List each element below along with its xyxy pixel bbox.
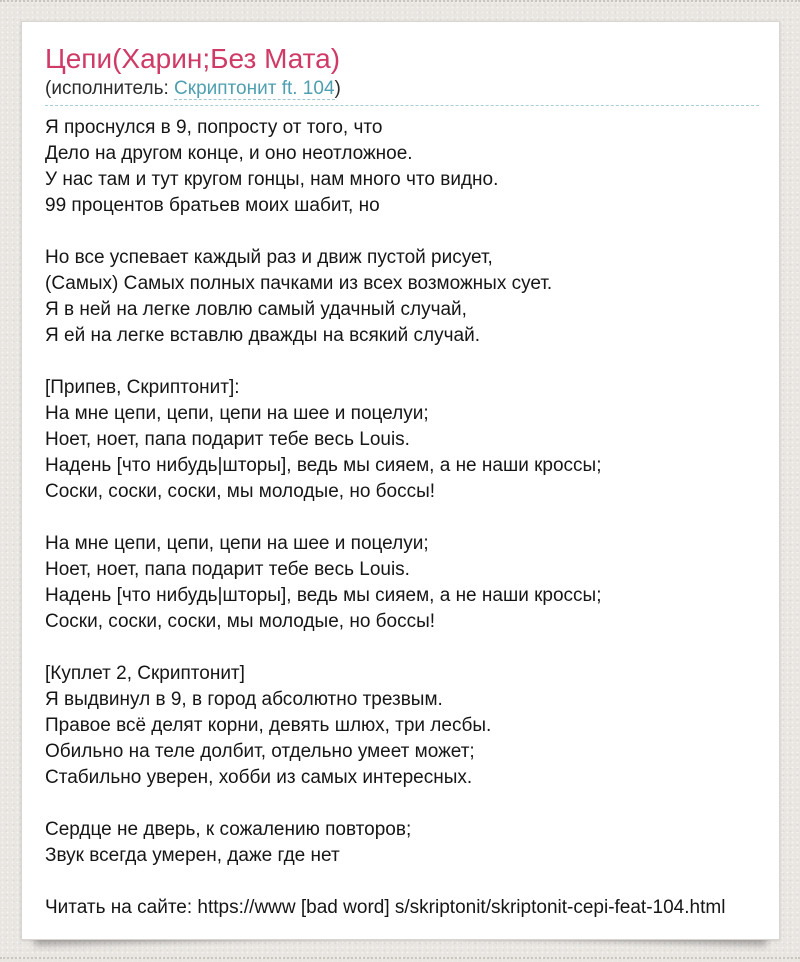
lyric-stanza [45,245,759,349]
lyric-line: Я ей на легке вставлю дважды на всякий случай. [45,325,480,346]
artist-link[interactable]: Скриптонит ft. 104 [174,78,335,99]
lyric-line: 99 процентов братьев моих шабит, но [45,195,380,216]
lyric-line: [Припев, Скриптонит]: [45,377,240,398]
lyric-stanza [45,115,759,219]
lyric-line: Надень [что нибудь|шторы], ведь мы сияем, а не наши кроссы; [45,585,602,606]
lyric-line: Дело на другом конце, и оно неотложное. [45,143,413,164]
lyric-line: На мне цепи, цепи, цепи на шее и поцелуи; [45,533,429,554]
lyric-line: Стабильно уверен, хобби из самых интересных. [45,767,473,788]
header-dashed-separator [45,105,759,106]
lyric-line: Надень [что нибудь|шторы], ведь мы сияем, а не наши кроссы; [45,455,602,476]
page-title: Цепи(Харин;Без Мата) [45,43,341,74]
artist-suffix: ) [334,78,341,99]
lyric-line: Я в ней на легке ловлю самый удачный случай, [45,299,467,320]
lyric-stanza [45,817,759,869]
lyric-line: Обильно на теле долбит, отдельно умеет может; [45,741,475,762]
lyric-line: Ноет, ноет, папа подарит тебе весь Louis. [45,559,410,580]
lyric-line: На мне цепи, цепи, цепи на шее и поцелуи; [45,403,429,424]
lyric-line: Правое всё делят корни, девять шлюх, три лесбы. [45,715,492,736]
lyric-stanza [45,661,759,791]
lyric-line: (Самых) Самых полных пачками из всех возможных сует. [45,273,553,294]
lyric-line: Соски, соски, соски, мы молодые, но боссы! [45,611,436,632]
lyric-line: Я выдвинул в 9, в город абсолютно трезвым. [45,689,443,710]
artist-line [45,77,759,100]
lyric-line: Ноет, ноет, папа подарит тебе весь Louis. [45,429,410,450]
lyric-line: [Куплет 2, Скриптонит] [45,663,245,684]
top-dotted-border [0,0,800,2]
lyrics-body [45,115,759,869]
lyrics-card [21,21,780,940]
lyric-line: Звук всегда умерен, даже где нет [45,845,340,866]
lyric-line: У нас там и тут кругом гонцы, нам много что видно. [45,169,499,190]
lyric-line: Соски, соски, соски, мы молодые, но боссы! [45,481,436,502]
source-url-line: Читать на сайте: https://www [bad word] s/skriptonit/skriptonit-cepi-feat-104.html [45,897,726,918]
lyric-stanza [45,375,759,505]
lyric-line: Но все успевает каждый раз и движ пустой рисует, [45,247,493,268]
lyric-stanza [45,531,759,635]
bottom-dotted-border [0,957,800,959]
lyric-line: Сердце не дверь, к сожалению повторов; [45,819,412,840]
artist-prefix: (исполнитель: [45,78,175,99]
lyric-line: Я проснулся в 9, попросту от того, что [45,117,383,138]
